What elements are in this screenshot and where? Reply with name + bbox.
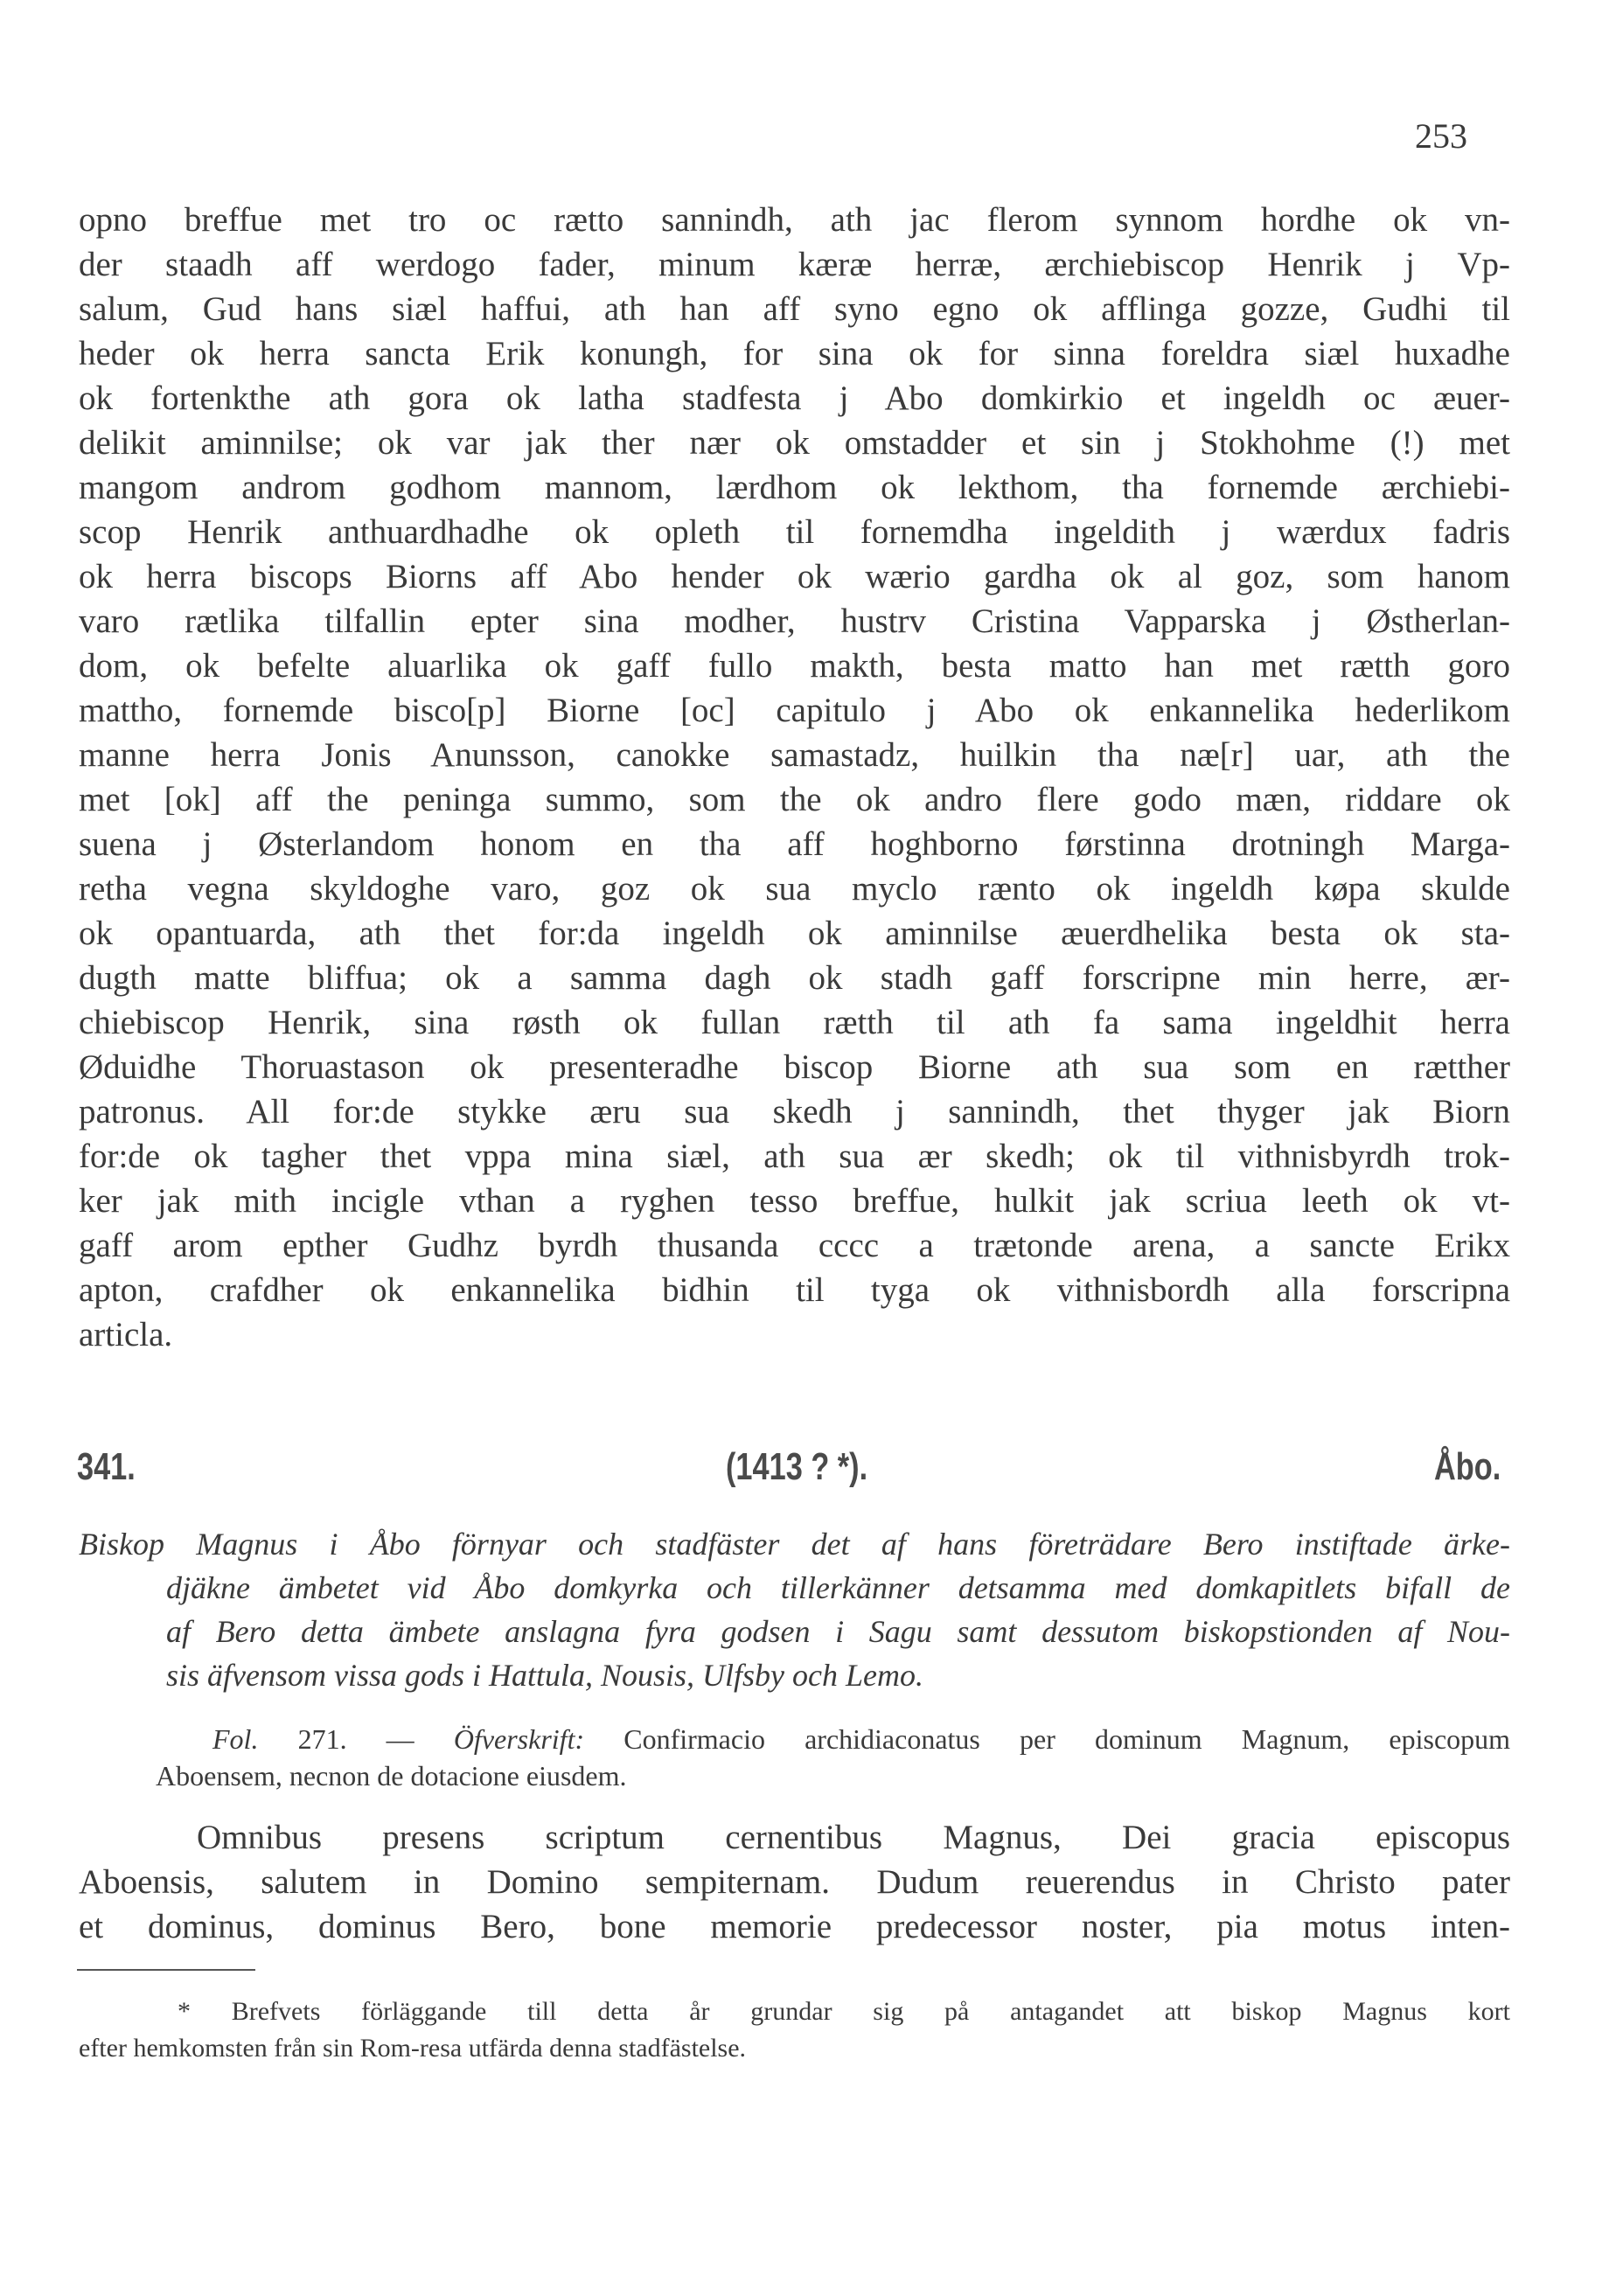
text-line: ok opantuarda, ath thet for:da ingeldh ok aminnilse æuerdhelika besta ok sta- [79, 915, 1510, 952]
text-line: retha vegna skyldoghe varo, goz ok sua myclo rænto ok ingeldh køpa skulde [79, 870, 1510, 908]
footnote-divider [77, 1969, 255, 1971]
text-line: Omnibus presens scriptum cernentibus Magnus, Dei gracia episcopus [197, 1819, 1510, 1856]
summary-line: sis äfvensom vissa gods i Hattula, Nousis, Ulfsby och Lemo. [166, 1658, 924, 1693]
text-line: mangom androm godhom mannom, lærdhom ok lekthom, tha fornemde ærchiebi- [79, 469, 1510, 506]
document-summary [79, 1522, 1510, 1697]
continuation-paragraph [79, 198, 1510, 1357]
document-heading [77, 1444, 1510, 1490]
heading-label: Öfverskrift: [453, 1723, 585, 1755]
text-line: heder ok herra sancta Erik konungh, for sina ok for sinna foreldra siæl huxadhe [79, 335, 1510, 372]
fol-label: Fol. [212, 1723, 259, 1755]
document-text [79, 1815, 1510, 1949]
text-line: opno breffue met tro oc rætto sannindh, ath jac flerom synnom hordhe ok vn- [79, 201, 1510, 239]
text-line: met [ok] aff the peninga summo, som the ok andro flere godo mæn, riddare ok [79, 781, 1510, 818]
text-line: salum, Gud hans siæl haffui, ath han aff syno egno ok afflinga gozze, Gudhi til [79, 290, 1510, 328]
page-number: 253 [1415, 116, 1467, 156]
text-line: mattho, fornemde bisco[p] Biorne [oc] capitulo j Abo ok enkannelika hederlikom [79, 692, 1510, 729]
text-line: ker jak mith incigle vthan a ryghen tesso breffue, hulkit jak scriua leeth ok vt- [79, 1182, 1510, 1220]
text-line: dugth matte bliffua; ok a samma dagh ok stadh gaff forscripne min herre, ær- [79, 959, 1510, 997]
text-line: dom, ok befelte aluarlika ok gaff fullo makth, besta matto han met rætth goro [79, 647, 1510, 685]
text-line: ok fortenkthe ath gora ok latha stadfesta j Abo domkirkio et ingeldh oc æuer- [79, 379, 1510, 417]
text-line: chiebiscop Henrik, sina røsth ok fullan rætth til ath fa sama ingeldhit herra [79, 1004, 1510, 1041]
source-note [79, 1721, 1510, 1794]
summary-line: Biskop Magnus i Åbo förnyar och stadfäster det af hans företrädare Bero instiftade ärke- [79, 1527, 1510, 1562]
summary-line: af Bero detta ämbete anslagna fyra godsen i Sagu samt dessutom biskopstionden af Nou- [166, 1614, 1510, 1649]
footnote-line: * Brefvets förläggande till detta år grundar sig på antagandet att biskop Magnus kort [178, 1997, 1510, 2026]
text-line: ok herra biscops Biorns aff Abo hender ok wærio gardha ok al goz, som hanom [79, 558, 1510, 595]
text-line: gaff arom epther Gudhz byrdh thusanda cccc a trætonde arena, a sancte Erikx [79, 1227, 1510, 1264]
text-line: articla. [79, 1316, 173, 1353]
text-line: Aboensis, salutem in Domino sempiternam. Dudum reuerendus in Christo pater [79, 1863, 1510, 1901]
footnote-line: efter hemkomsten från sin Rom-resa utfärda denna stadfästelse. [79, 2034, 747, 2063]
heading-text: Confirmacio archidiaconatus per dominum Magnum, episcopum [623, 1723, 1511, 1755]
source-note-line [212, 1721, 1510, 1757]
text-line: Øduidhe Thoruastason ok presenteradhe biscop Biorne ath sua som en rætther [79, 1048, 1510, 1086]
summary-line: djäkne ämbetet vid Åbo domkyrka och tillerkänner detsamma med domkapitlets bifall de [166, 1570, 1510, 1605]
text-line: manne herra Jonis Anunsson, canokke samastadz, huilkin tha næ[r] uar, ath the [79, 736, 1510, 774]
document-place: Åbo. [1434, 1445, 1501, 1488]
text-line: varo rætlika tilfallin epter sina modher, hustrv Cristina Vapparska j Østherlan- [79, 602, 1510, 640]
text-line: der staadh aff werdogo fader, minum kæræ herræ, ærchiebiscop Henrik j Vp- [79, 246, 1510, 283]
document-date: (1413 ? *). [726, 1445, 868, 1488]
text-line: patronus. All for:de stykke æru sua skedh j sannindh, thet thyger jak Biorn [79, 1093, 1510, 1131]
text-line: scop Henrik anthuardhadhe ok opleth til fornemdha ingeldith j wærdux fadris [79, 513, 1510, 551]
text-line: apton, crafdher ok enkannelika bidhin til tyga ok vithnisbordh alla forscripna [79, 1271, 1510, 1309]
text-line: et dominus, dominus Bero, bone memorie predecessor noster, pia motus inten- [79, 1908, 1510, 1945]
text-line: suena j Østerlandom honom en tha aff hoghborno førstinna drotningh Marga- [79, 825, 1510, 863]
footnote [79, 1993, 1510, 2067]
document-number: 341. [77, 1445, 136, 1488]
text-line: delikit aminnilse; ok var jak ther nær ok omstadder et sin j Stokhohme (!) met [79, 424, 1510, 462]
fol-number: 271. — [297, 1723, 414, 1755]
source-note-line: Aboensem, necnon de dotacione eiusdem. [156, 1760, 627, 1792]
text-line: for:de ok tagher thet vppa mina siæl, ath sua ær skedh; ok til vithnisbyrdh trok- [79, 1138, 1510, 1175]
